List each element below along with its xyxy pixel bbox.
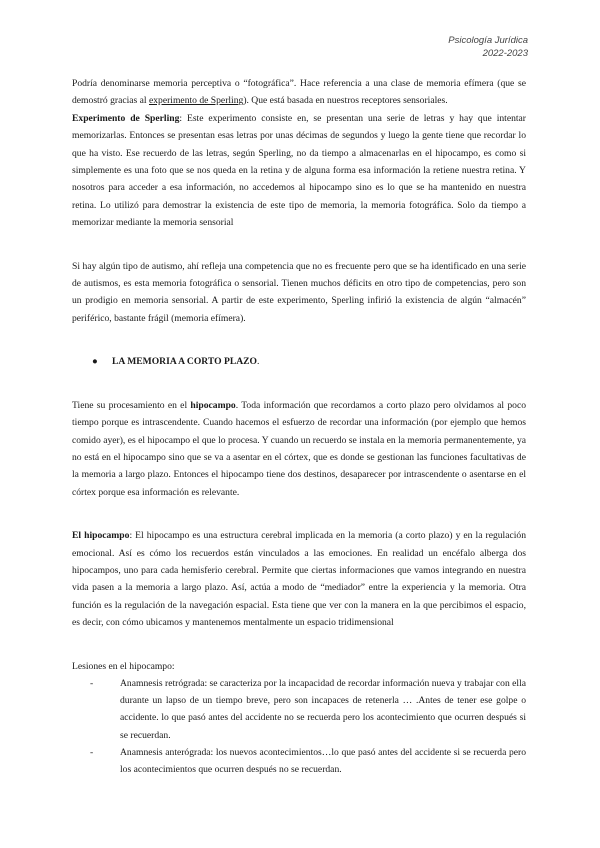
sperling-link[interactable]: experimento de Sperling — [149, 95, 244, 107]
paragraph-sperling — [72, 110, 526, 232]
spacer — [72, 632, 526, 658]
sperling-term: Experimento de Sperling — [72, 112, 180, 124]
bullet-icon: ● — [92, 356, 98, 368]
dash-marker: - — [90, 746, 94, 758]
spacer — [72, 327, 526, 353]
section-heading-short-term-memory — [72, 353, 526, 370]
lesions-list — [72, 675, 526, 778]
lesion-anterograde: Anamnesis anterógrada: los nuevos acontecimientos…lo que pasó antes del accidente si se recuerda pero los acontecimientos que ocurren después no se recuerdan. — [120, 746, 526, 775]
document-body — [72, 75, 526, 778]
hipocampo-term: hipocampo — [190, 399, 236, 411]
spacer — [72, 232, 526, 258]
intro-text-after: ). Que está basada en nuestros receptores sensoriales. — [243, 95, 448, 107]
header-year: 2022-2023 — [482, 48, 528, 59]
lesions-heading: Lesiones en el hipocampo: — [72, 660, 175, 672]
list-item — [72, 675, 526, 744]
paragraph-hippocampus-definition: El hipocampo: El hipocampo es una estructura cerebral implicada en la memoria (a corto plazo) y en la regulación emocional. Así es cómo los recuerdos están vinculados a las emociones. En realidad un encéfalo alberga dos hipocampos, uno para cada hemisferio cerebral. Permite que ciertas informaciones que vamos integrando en nuestra vida pasen a la memoria a largo plazo. Así, actúa a modo de “mediador” entre la experiencia y la memoria. Otra función es la regulación de la navegación espacial. Esta tiene que ver con la manera en la que percibimos el espacio, es decir, con cómo ubicamos y mantenemos mentalmente un espacio tridimensional — [72, 530, 526, 629]
page-header — [448, 34, 528, 60]
dash-marker: - — [90, 677, 94, 689]
paragraph-hippocampus-processing: Tiene su procesamiento en el hipocampo. Toda información que recordamos a corto plazo pero olvidamos al poco tiempo porque es intrascendente. Cuando hacemos el esfuerzo de recordar una información (por ejemplo que hemos comido ayer), es el hipocampo el que lo procesa. Y cuando un recuerdo se instala en la memoria permanentemente, ya no está en el hipocampo sino que se va a asentar en el córtex, que es donde se gestionan las funciones facultativas de la memoria a largo plazo. Entonces el hipocampo tiene dos destinos, desaparecer por intrascendente o asentarse en el córtex porque esa información es relevante. — [72, 399, 526, 498]
spacer — [72, 501, 526, 527]
paragraph-autism: Si hay algún tipo de autismo, ahí refleja una competencia que no es frecuente pero que se ha identificado en una serie de autismos, es esta memoria fotográfica o sensorial. Tienen muchos déficits en otro tipo de competencias, pero son un prodigio en memoria sensorial. A partir de este experimento, Sperling infirió la existencia de algún “almacén” periférico, bastante frágil (memoria efímera). — [72, 260, 526, 324]
intro-text-before: Podría denominarse memoria perceptiva o “fotográfica”. Hace referencia a una clase de memoria efímera (que se demostró gracias al — [72, 78, 526, 107]
el-hipocampo-term: El hipocampo — [72, 530, 130, 542]
paragraph-intro — [72, 75, 526, 110]
sperling-text: : Este experimento consiste en, se presentan una serie de letras y hay que intentar memorizarlas. Entonces se presentan esas letras por unas décimas de segundos y luego la gente tiene que recordar lo que ha visto. Ese recuerdo de las letras, según Sperling, no da tiempo a almacenarlas en el hipocampo, es como si simplemente es una foto que se nos queda en la retina y de alguna forma esa información la retiene nuestra retina. Y nosotros para acceder a esa información, no accedemos al hipocampo sino es lo que se ha mantenido en nuestra retina. Lo utilizó para demostrar la existencia de este tipo de memoria, la memoria fotográfica. Solo da tiempo a memorizar mediante la memoria sensorial — [72, 112, 526, 229]
list-item — [72, 744, 526, 778]
lesion-retrograde: Anamnesis retrógrada: se caracteriza por la incapacidad de recordar información nueva y trabajar con ella durante un lapso de un tiempo breve, pero son incapaces de retenerla … .Antes de tener ese golpe o accidente. lo que pasó antes del accidente no se recuerda pero los acontecimiento que ocurren después si se recuerdan. — [120, 677, 526, 741]
header-subject: Psicología Jurídica — [448, 35, 528, 46]
section-title: LA MEMORIA A CORTO PLAZO. — [112, 356, 260, 368]
spacer — [72, 371, 526, 397]
